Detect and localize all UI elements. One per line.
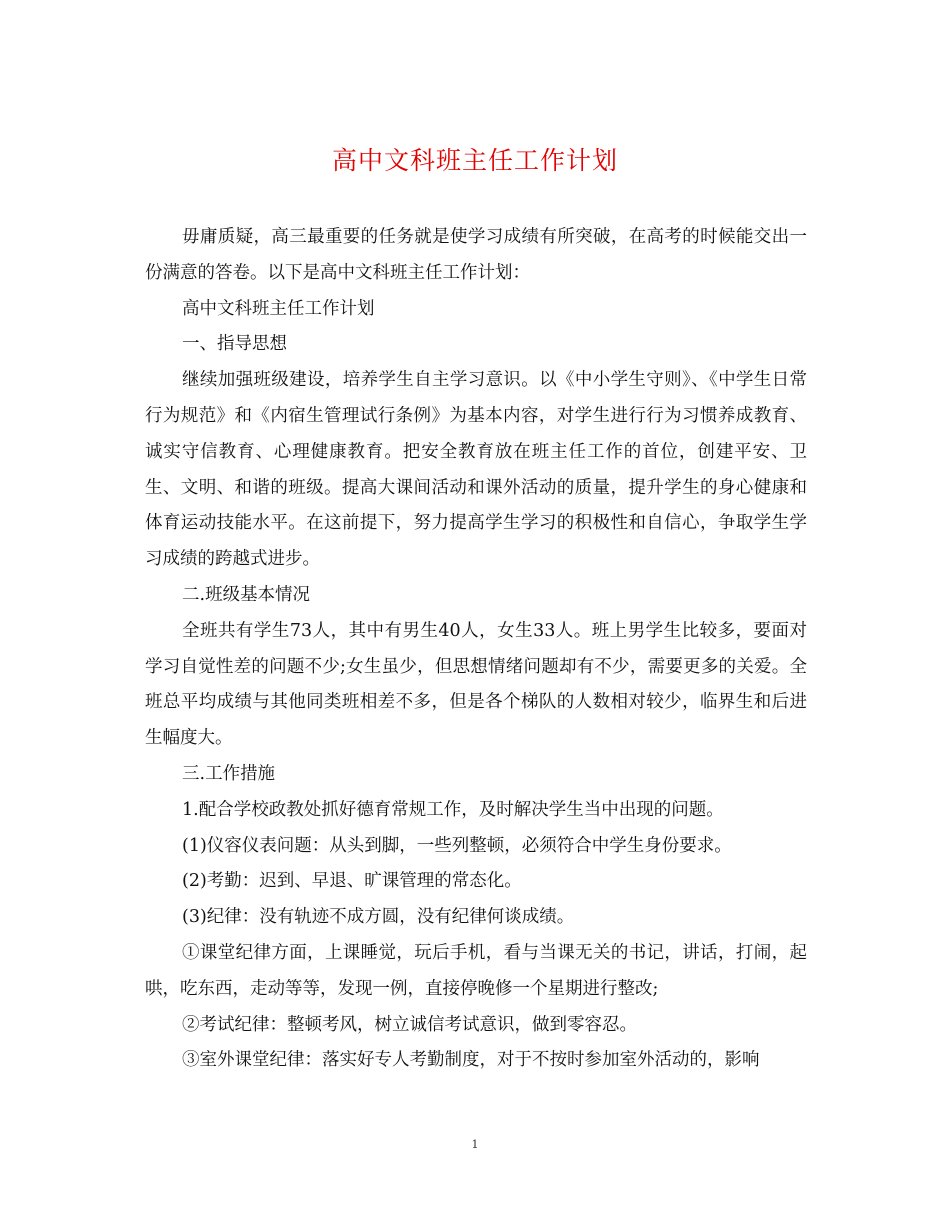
list-item-exam-discipline: ②考试纪律：整顿考风，树立诚信考试意识，做到零容忍。 [182, 1014, 637, 1035]
list-item-classroom-discipline: ①课堂纪律方面，上课睡觉，玩后手机，看与当课无关的书记，讲话，打闹，起哄，吃东西，走动等等，发现一例，直接停晚修一个星期进行整改; [145, 942, 807, 999]
list-item-appearance: (1)仪容仪表问题：从头到脚，一些列整顿，必须符合中学生身份要求。 [182, 835, 732, 856]
paragraph-class-situation: 全班共有学生73人，其中有男生40人，女生33人。班上男学生比较多，要面对学习自觉性差的问题不少;女生虽少，但思想情绪问题却有不少，需要更多的关爱。全班总平均成绩与其他同类班相差不多，但是各个梯队的人数相对较少，临界生和后进生幅度大。 [145, 620, 807, 749]
section-heading-measures: 三.工作措施 [182, 763, 276, 784]
paragraph-guiding-ideas: 继续加强班级建设，培养学生自主学习意识。以《中小学生守则》、《中学生日常行为规范》和《内宿生管理试行条例》为基本内容，对学生进行行为习惯养成教育、诚实守信教育、心理健康教育。把安全教育放在班主任工作的首位，创建平安、卫生、文明、和谐的班级。提高大课间活动和课外活动的质量，提升学生的身心健康和体育运动技能水平。在这前提下，努力提高学生学习的积极性和自信心，争取学生学习成绩的跨越式进步。 [145, 370, 807, 570]
paragraph-intro: 毋庸质疑，高三最重要的任务就是使学习成绩有所突破，在高考的时候能交出一份满意的答卷。以下是高中文科班主任工作计划： [145, 227, 807, 283]
list-item-measure-1: 1.配合学校政教处抓好德育常规工作，及时解决学生当中出现的问题。 [182, 799, 724, 820]
document-title: 高中文科班主任工作计划 [331, 146, 618, 175]
page-number: 1 [471, 1138, 479, 1151]
section-heading-class-situation: 二.班级基本情况 [182, 584, 311, 605]
section-heading-guiding-ideas: 一、指导思想 [182, 334, 287, 355]
list-item-outdoor-discipline: ③室外课堂纪律：落实好专人考勤制度，对于不按时参加室外活动的，影响 [182, 1050, 760, 1071]
paragraph-subtitle: 高中文科班主任工作计划 [182, 298, 375, 319]
document-body [145, 220, 807, 1079]
list-item-discipline: (3)纪律：没有轨迹不成方圆，没有纪律何谈成绩。 [182, 907, 575, 928]
list-item-attendance: (2)考勤：迟到、早退、旷课管理的常态化。 [182, 871, 522, 892]
